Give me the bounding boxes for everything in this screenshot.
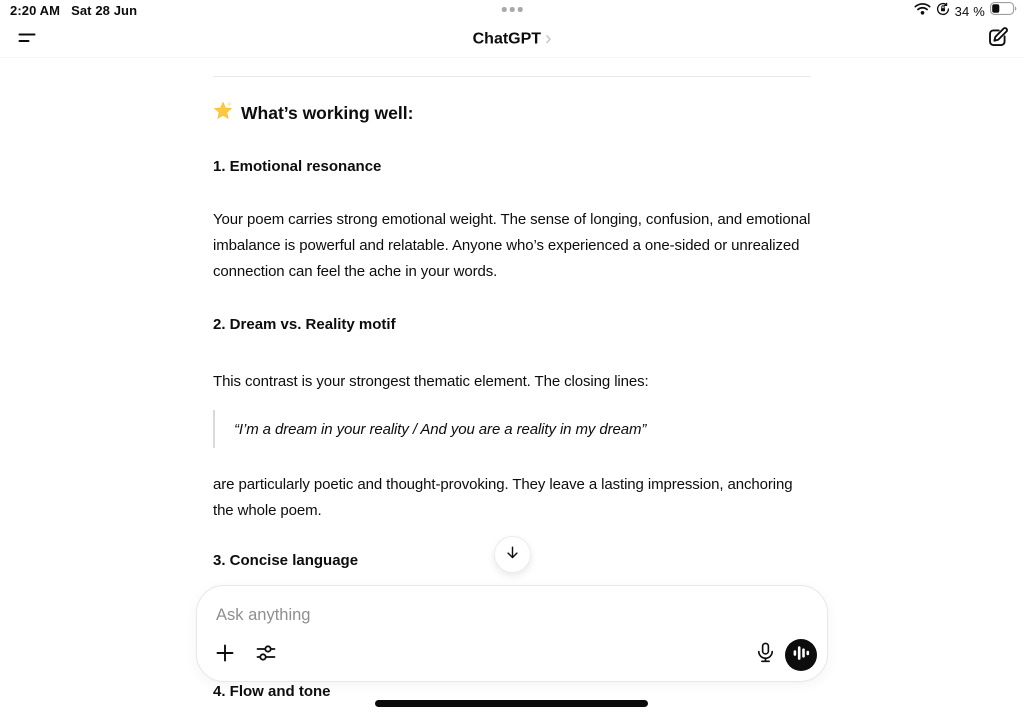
message-input[interactable]: [216, 603, 776, 627]
item-1-title: 1. Emotional resonance: [213, 158, 382, 175]
arrow-down-icon: [504, 544, 521, 566]
item-2-after: are particularly poetic and thought-provoking. They leave a lasting impression, anchoring the whole poem.: [213, 476, 793, 519]
item-2-title: 2. Dream vs. Reality motif: [213, 316, 396, 333]
model-selector[interactable]: [473, 29, 552, 50]
voice-mode-waveform-icon: [792, 644, 810, 667]
multitask-dots[interactable]: [502, 7, 523, 12]
section-heading-text: What’s working well:: [241, 103, 414, 123]
tune-sliders-icon: [255, 642, 277, 669]
item-2-intro: This contrast is your strongest thematic element. The closing lines:: [213, 373, 649, 390]
home-indicator[interactable]: [375, 700, 648, 707]
plus-icon: [214, 642, 236, 669]
sidebar-toggle-button[interactable]: [12, 25, 42, 55]
nav-header: [0, 22, 1024, 58]
item-1-body: Your poem carries strong emotional weight. The sense of longing, confusion, and emotional imbalance is powerful and relatable. Anyone who’s experienced a one-sided or unrealized connection can feel the ache in your words.: [213, 211, 811, 280]
dictation-button[interactable]: [750, 640, 780, 670]
orientation-lock-icon: [936, 2, 950, 21]
wifi-icon: [914, 2, 931, 20]
battery-icon: [990, 2, 1017, 20]
app-title: ChatGPT: [472, 30, 542, 48]
chevron-right-icon: ›: [545, 28, 552, 49]
status-bar: [0, 0, 1024, 22]
blockquote: [213, 410, 646, 448]
clock-label: 2:20 AM: [10, 3, 61, 18]
sidebar-toggle-icon: [16, 27, 38, 54]
section-heading: [213, 101, 413, 126]
battery-percent-label: 34 %: [954, 3, 985, 19]
new-chat-button[interactable]: [982, 25, 1012, 55]
attach-button[interactable]: [210, 640, 240, 670]
item-3-title: 3. Concise language: [213, 552, 359, 569]
voice-mode-button[interactable]: [785, 639, 817, 671]
mic-icon: [754, 641, 777, 669]
message-divider: [213, 76, 810, 77]
scroll-to-bottom-button[interactable]: [494, 536, 531, 573]
message-composer[interactable]: [196, 585, 828, 682]
tools-button[interactable]: [251, 640, 281, 670]
item-4-title: 4. Flow and tone: [213, 683, 331, 700]
glowing-star-emoji: [213, 101, 233, 126]
date-label: Sat 28 Jun: [71, 3, 138, 18]
quote-text: “I’m a dream in your reality / And you are a reality in my dream”: [234, 420, 647, 438]
compose-icon: [985, 25, 1010, 55]
